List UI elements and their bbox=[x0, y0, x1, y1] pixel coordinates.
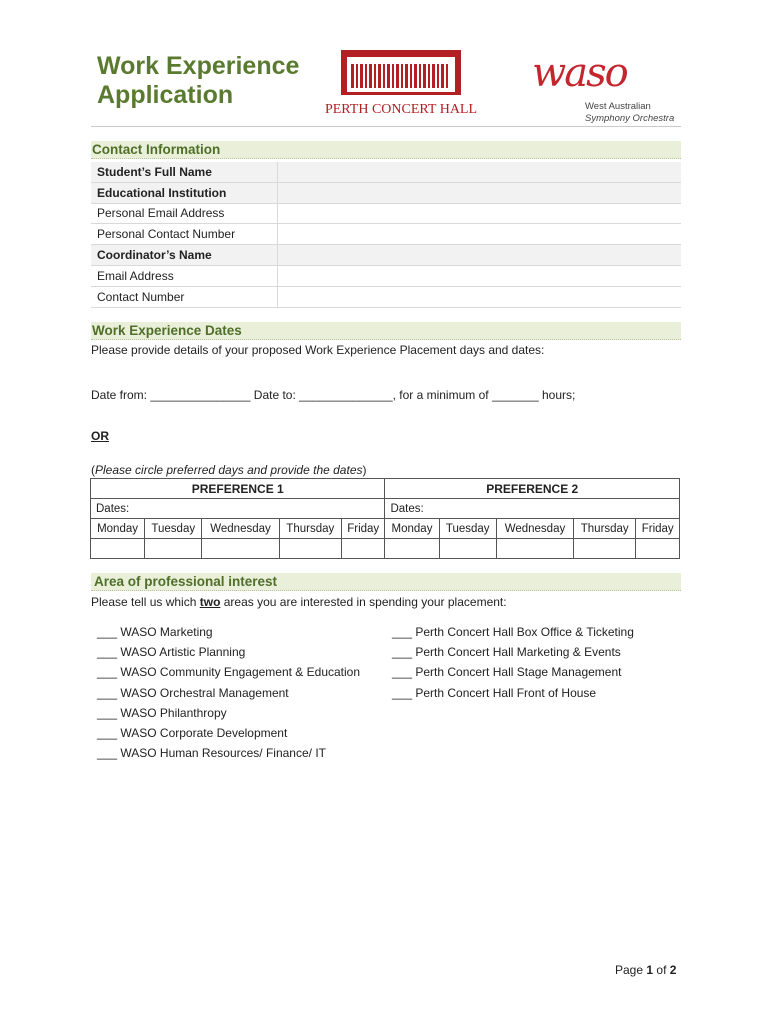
pref1-friday-cell[interactable] bbox=[341, 539, 385, 559]
coordinator-number-field[interactable] bbox=[278, 286, 682, 307]
pref1-tuesday-cell[interactable] bbox=[145, 539, 202, 559]
title-line-1: Work Experience bbox=[97, 52, 300, 80]
dates-intro: Please provide details of your proposed Work Experience Placement days and dates: bbox=[91, 343, 545, 357]
dates-section-heading: Work Experience Dates bbox=[91, 322, 681, 340]
interest-intro: Please tell us which two areas you are interested in spending your placement: bbox=[91, 595, 507, 609]
coordinator-name-field[interactable] bbox=[278, 245, 682, 266]
pref2-day-thursday[interactable]: Thursday bbox=[574, 519, 636, 539]
preference-2-dates[interactable]: Dates: bbox=[385, 499, 680, 519]
list-item[interactable]: ___ WASO Corporate Development bbox=[97, 725, 288, 740]
pref1-day-friday[interactable]: Friday bbox=[341, 519, 385, 539]
list-item[interactable]: ___ WASO Orchestral Management bbox=[97, 685, 289, 700]
pref2-day-tuesday[interactable]: Tuesday bbox=[439, 519, 496, 539]
contact-row-student-name bbox=[91, 162, 681, 182]
contact-row-institution bbox=[91, 182, 681, 203]
list-item[interactable]: ___ Perth Concert Hall Front of House bbox=[392, 685, 597, 700]
pref1-thursday-cell[interactable] bbox=[279, 539, 341, 559]
preference-blank-row bbox=[91, 539, 680, 559]
pref1-day-tuesday[interactable]: Tuesday bbox=[145, 519, 202, 539]
title-line-2: Application bbox=[97, 81, 234, 109]
list-item[interactable]: ___ Perth Concert Hall Box Office & Ticketing bbox=[392, 625, 634, 639]
pch-logo-text: PERTH CONCERT HALL bbox=[324, 102, 478, 117]
pref1-monday-cell[interactable] bbox=[91, 539, 145, 559]
pref1-day-thursday[interactable]: Thursday bbox=[279, 519, 341, 539]
list-item[interactable]: ___ WASO Community Engagement & Education bbox=[97, 665, 361, 680]
pref2-day-monday[interactable]: Monday bbox=[385, 519, 439, 539]
preference-table bbox=[90, 478, 680, 559]
perth-concert-hall-logo bbox=[324, 48, 478, 120]
pch-areas-list bbox=[392, 624, 634, 705]
pref2-tuesday-cell[interactable] bbox=[439, 539, 496, 559]
contact-table bbox=[91, 162, 681, 308]
waso-logo-line-2: Symphony Orchestra bbox=[585, 113, 675, 124]
waso-logo-mark: waso bbox=[532, 50, 627, 96]
interest-section-heading: Area of professional interest bbox=[91, 573, 681, 591]
preference-dates-row bbox=[91, 499, 680, 519]
preference-days-row bbox=[91, 519, 680, 539]
pref1-day-wednesday[interactable]: Wednesday bbox=[202, 519, 279, 539]
coordinator-email-field[interactable] bbox=[278, 265, 682, 286]
or-label: OR bbox=[91, 429, 109, 443]
pref2-friday-cell[interactable] bbox=[636, 539, 680, 559]
personal-email-field[interactable] bbox=[278, 203, 682, 224]
pref2-thursday-cell[interactable] bbox=[574, 539, 636, 559]
waso-logo-line-1: West Australian bbox=[585, 101, 651, 112]
student-name-field[interactable] bbox=[278, 162, 682, 182]
contact-label: Email Address bbox=[91, 265, 278, 286]
contact-row-email bbox=[91, 265, 681, 286]
institution-field[interactable] bbox=[278, 182, 682, 203]
contact-label: Coordinator’s Name bbox=[91, 245, 278, 266]
list-item[interactable]: ___ Perth Concert Hall Marketing & Events bbox=[392, 645, 621, 660]
pref2-wednesday-cell[interactable] bbox=[496, 539, 573, 559]
title-divider bbox=[91, 126, 681, 127]
contact-label: Personal Contact Number bbox=[91, 224, 278, 245]
list-item[interactable]: ___ WASO Human Resources/ Finance/ IT bbox=[97, 746, 326, 761]
pref1-wednesday-cell[interactable] bbox=[202, 539, 279, 559]
contact-label: Personal Email Address bbox=[91, 203, 278, 224]
list-item[interactable]: ___ Perth Concert Hall Stage Management bbox=[392, 665, 622, 680]
pref1-day-monday[interactable]: Monday bbox=[91, 519, 145, 539]
preference-2-heading: PREFERENCE 2 bbox=[385, 479, 680, 499]
personal-number-field[interactable] bbox=[278, 224, 682, 245]
contact-label: Contact Number bbox=[91, 286, 278, 307]
waso-areas-list bbox=[97, 624, 360, 765]
pref2-day-friday[interactable]: Friday bbox=[636, 519, 680, 539]
pref2-monday-cell[interactable] bbox=[385, 539, 439, 559]
circle-days-note: (Please circle preferred days and provide the dates) bbox=[91, 463, 367, 477]
preference-header-row bbox=[91, 479, 680, 499]
contact-row-coordinator-name bbox=[91, 245, 681, 266]
page-number: Page 1 of 2 bbox=[615, 963, 677, 977]
list-item[interactable]: ___ WASO Artistic Planning bbox=[97, 645, 246, 660]
contact-row-personal-number bbox=[91, 224, 681, 245]
contact-row-personal-email bbox=[91, 203, 681, 224]
contact-section-heading: Contact Information bbox=[91, 141, 681, 159]
waso-logo bbox=[528, 48, 678, 126]
list-item[interactable]: ___ WASO Philanthropy bbox=[97, 705, 227, 720]
preference-1-heading: PREFERENCE 1 bbox=[91, 479, 385, 499]
preference-1-dates[interactable]: Dates: bbox=[91, 499, 385, 519]
date-range-line[interactable]: Date from: _______________ Date to: ______________, for a minimum of _______ hours; bbox=[91, 388, 576, 402]
contact-label: Student’s Full Name bbox=[91, 162, 278, 182]
contact-row-contact-number bbox=[91, 286, 681, 307]
pref2-day-wednesday[interactable]: Wednesday bbox=[496, 519, 573, 539]
page-title bbox=[97, 52, 299, 110]
list-item[interactable]: ___ WASO Marketing bbox=[97, 625, 213, 639]
contact-label: Educational Institution bbox=[91, 182, 278, 203]
